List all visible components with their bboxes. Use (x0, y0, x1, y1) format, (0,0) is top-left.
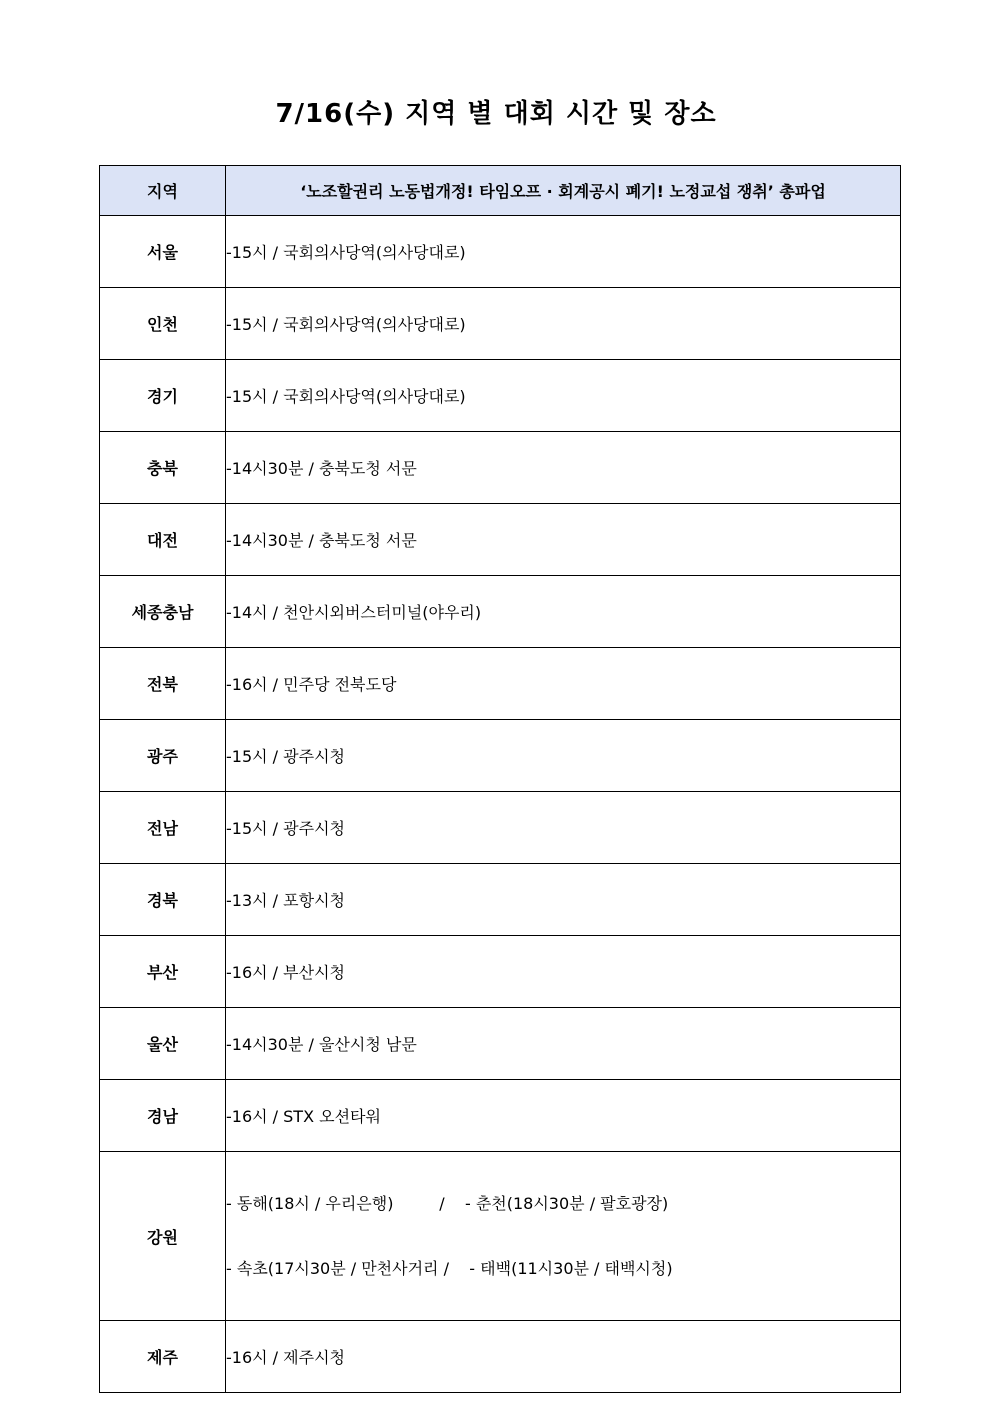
table-header-row (100, 166, 901, 216)
time-location-cell: -15시 / 광주시청 (226, 792, 901, 864)
region-cell: 광주 (100, 720, 226, 792)
schedule-table (99, 165, 901, 1393)
time-location-cell: -16시 / 부산시청 (226, 936, 901, 1008)
table-row (100, 1080, 901, 1152)
region-cell: 경기 (100, 360, 226, 432)
table-row (100, 648, 901, 720)
table-row (100, 504, 901, 576)
region-cell: 강원 (100, 1152, 226, 1321)
region-cell: 서울 (100, 216, 226, 288)
region-cell: 부산 (100, 936, 226, 1008)
region-cell: 경북 (100, 864, 226, 936)
table-row (100, 432, 901, 504)
header-strike-title: ‘노조할권리 노동법개정! 타임오프 · 회계공시 폐기! 노정교섭 쟁취’ 총파업 (226, 166, 901, 216)
header-region: 지역 (100, 166, 226, 216)
table-row (100, 792, 901, 864)
region-cell: 충북 (100, 432, 226, 504)
table-row (100, 1321, 901, 1393)
table-row (100, 1008, 901, 1080)
time-location-cell: -14시30분 / 충북도청 서문 (226, 432, 901, 504)
time-location-cell: -16시 / STX 오션타워 (226, 1080, 901, 1152)
time-location-cell: -14시30분 / 울산시청 남문 (226, 1008, 901, 1080)
region-cell: 세종충남 (100, 576, 226, 648)
region-cell: 경남 (100, 1080, 226, 1152)
region-cell: 인천 (100, 288, 226, 360)
time-location-cell: -14시 / 천안시외버스터미널(야우리) (226, 576, 901, 648)
page-title: 7/16(수) 지역 별 대회 시간 및 장소 (275, 99, 717, 129)
region-cell: 제주 (100, 1321, 226, 1393)
region-cell: 전남 (100, 792, 226, 864)
time-location-cell: -16시 / 민주당 전북도당 (226, 648, 901, 720)
time-location-cell: -16시 / 제주시청 (226, 1321, 901, 1393)
time-location-cell (226, 1152, 901, 1321)
region-cell: 대전 (100, 504, 226, 576)
time-location-cell: -15시 / 광주시청 (226, 720, 901, 792)
time-location-line: - 속초(17시30분 / 만천사거리 / - 태백(11시30분 / 태백시청) (226, 1259, 673, 1278)
time-location-cell: -14시30분 / 충북도청 서문 (226, 504, 901, 576)
time-location-cell: -15시 / 국회의사당역(의사당대로) (226, 216, 901, 288)
table-row (100, 1152, 901, 1321)
time-location-cell: -13시 / 포항시청 (226, 864, 901, 936)
time-location-line: - 동해(18시 / 우리은행) / - 춘천(18시30분 / 팔호광장) (226, 1194, 669, 1213)
table-row (100, 720, 901, 792)
region-cell: 울산 (100, 1008, 226, 1080)
table-row (100, 288, 901, 360)
time-location-cell: -15시 / 국회의사당역(의사당대로) (226, 360, 901, 432)
time-location-cell: -15시 / 국회의사당역(의사당대로) (226, 288, 901, 360)
table-row (100, 216, 901, 288)
table-row (100, 936, 901, 1008)
table-row (100, 864, 901, 936)
region-cell: 전북 (100, 648, 226, 720)
table-row (100, 576, 901, 648)
table-row (100, 360, 901, 432)
